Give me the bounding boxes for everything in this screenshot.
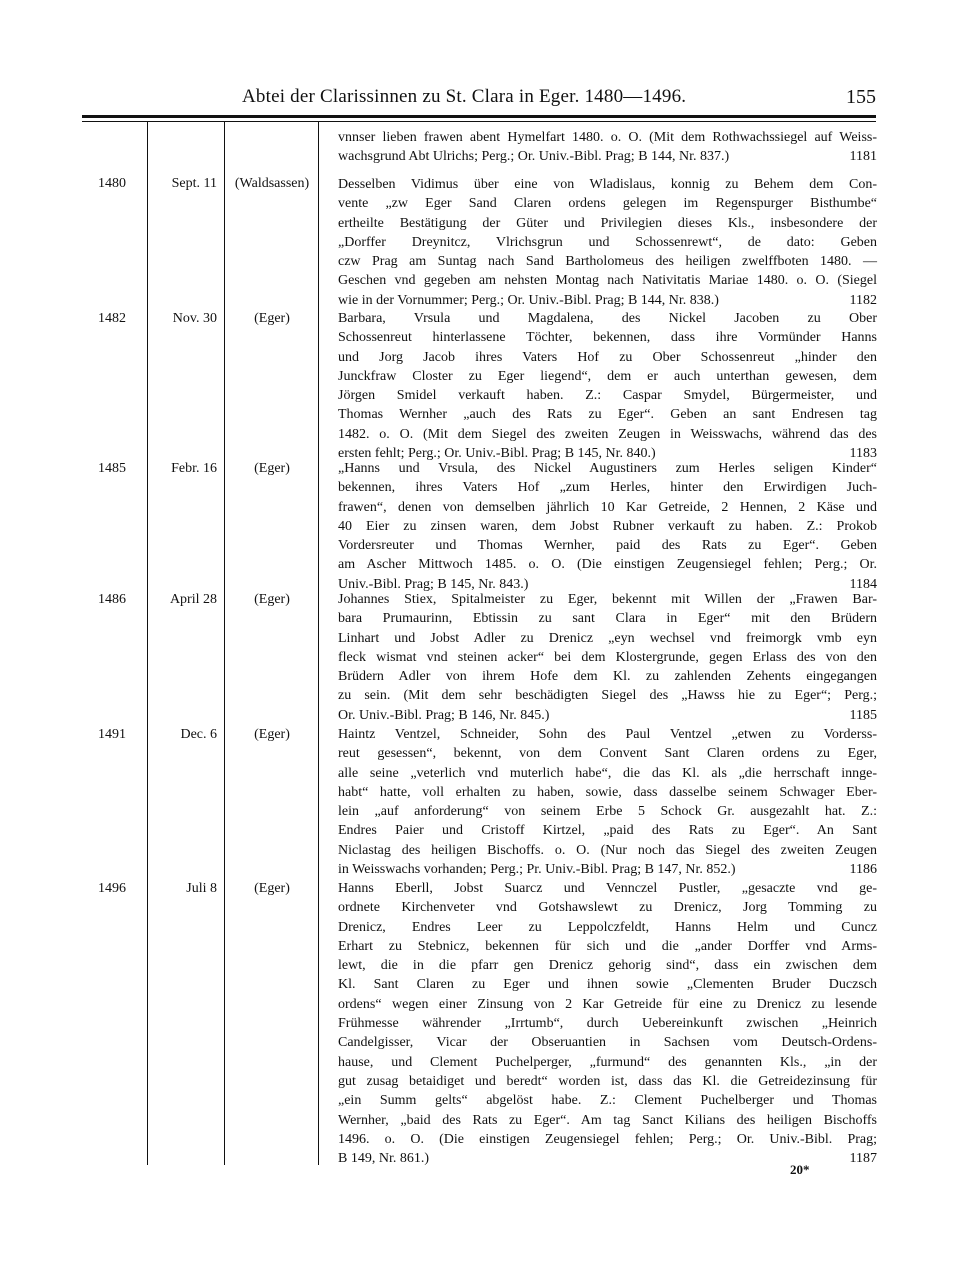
text-line: Desselben Vidimus über eine von Wladislaus, konnig zu Behem dem Con- bbox=[338, 177, 877, 192]
text-line: Haintz Ventzel, Schneider, Sohn des Paul Ventzel „etwen zu Vorderss- bbox=[338, 727, 877, 742]
entry-year: 1486 bbox=[98, 592, 126, 607]
entry-text bbox=[338, 459, 877, 594]
text-line: „Dorffer Dreynitcz, Vlrichsgrun und Schossenrewt“, de dato: Geben bbox=[338, 234, 877, 250]
header-rule-thick bbox=[82, 115, 876, 118]
entry-place: (Eger) bbox=[254, 727, 290, 742]
text-line: Frühmesse währender „Irrtumb“, durch Uebereinkunft zwischen „Heinrich bbox=[338, 1016, 877, 1032]
regest-number: 1183 bbox=[849, 446, 877, 462]
entry-text bbox=[338, 175, 877, 310]
text-line: ordens“ wegen einer Zinsung von 2 Kar Getreide für eine zu Drenicz zu lesende bbox=[338, 996, 877, 1012]
entry-date: Febr. 16 bbox=[171, 461, 217, 476]
text-line: Brüdern Adler von ihrem Hofe dem Kl. zu zahlenden Zehents eingegangen bbox=[338, 669, 877, 685]
page-number: 155 bbox=[846, 86, 876, 108]
signature-mark: 20* bbox=[790, 1162, 810, 1177]
regest-number: 1182 bbox=[849, 292, 877, 308]
text-line: vente „zw Eger Sand Claren ordens gelegen im Regenspurger Bisthumbe“ bbox=[338, 196, 877, 212]
column-divider-year bbox=[147, 122, 148, 1165]
text-line: B 149, Nr. 861.) 1187 bbox=[338, 1149, 877, 1168]
entry-year: 1491 bbox=[98, 727, 126, 742]
text-line: Candelgisser, Vicar der Obseruantien in Sachsen vom Deutsch-Ordens- bbox=[338, 1035, 877, 1051]
header-rule-thin bbox=[82, 121, 876, 122]
text-line: habt“ hatte, voll erhalten zu haben, sowie, dass dasselbe seinem Schwager Eber- bbox=[338, 784, 877, 800]
text-line: Thomas Wernher „auch des Rats zu Eger“. Geben an sant Endresen tag bbox=[338, 407, 877, 423]
text-line: bara Prumaurinn, Ebtissin zu sant Clara in Eger“ mit den Brüdern bbox=[338, 611, 877, 627]
text-line: lewt, die in die pfarr gen Drenicz gehorig sind“, dass ein zwischen dem bbox=[338, 958, 877, 974]
text-line: und Jorg Jacob ihres Vaters Hof zu Ober Schossenreut „hinder den bbox=[338, 349, 877, 365]
entry-text bbox=[338, 309, 877, 463]
regest-number: 1186 bbox=[849, 862, 877, 878]
entry-text bbox=[338, 879, 877, 1168]
entry-place: (Eger) bbox=[254, 592, 290, 607]
text-line: Drenicz, Endres Leer zu Leppolczfeldt, Hanns Helm und Cuncz bbox=[338, 919, 877, 935]
text-line: gut zusag betaidiget und beredt“ worden ist, dass das Kl. die Getreidezinsung für bbox=[338, 1073, 877, 1089]
text-line: Linhart und Jobst Adler zu Drenicz „eyn wechsel vnd freimorgk vmb eyn bbox=[338, 630, 877, 646]
entry-year: 1482 bbox=[98, 311, 126, 326]
entry-date: Sept. 11 bbox=[171, 176, 217, 191]
column-divider-place bbox=[318, 122, 319, 1165]
text-line: Niclastag des heiligen Bischoffs. o. O. (Nur noch das Siegel des zweiten Zeugen bbox=[338, 842, 877, 858]
entry-year: 1480 bbox=[98, 176, 126, 191]
text-line: Barbara, Vrsula und Magdalena, des Nickel Jacoben zu Ober bbox=[338, 311, 877, 326]
entry-year: 1496 bbox=[98, 881, 126, 896]
text-line: ordnete Kirchenveter vnd Gotshawslewt zu Drenicz, Jorg Tomming zu bbox=[338, 900, 877, 916]
entry-place: (Eger) bbox=[254, 881, 290, 896]
text-line: Schossenreut hinterlassene Töchter, bekennen, dass ihre Vormünder Hanns bbox=[338, 330, 877, 346]
text-line: Vordersreuter und Thomas Wernher, paid des Rats zu Eger“. Geben bbox=[338, 538, 877, 554]
text-line: Kl. Sant Claren zu Eger und ihnen sowie „Clementen Bruder Duczsch bbox=[338, 977, 877, 993]
text-line: Wernher, „baid des Rats zu Eger“. Am tag Sanct Kilians des heiligen Bischoffs bbox=[338, 1112, 877, 1128]
text-line: zu sein. (Mit dem sehr beschädigten Siegel des „Hawss hie zu Eger“; Perg.; bbox=[338, 688, 877, 704]
running-title: Abtei der Clarissinnen zu St. Clara in Eger. 1480—1496. bbox=[242, 86, 687, 107]
regest-number: 1184 bbox=[849, 576, 877, 592]
entry-text bbox=[338, 590, 877, 725]
text-line: ersten fehlt; Perg.; Or. Univ.-Bibl. Prag; B 145, Nr. 840.) 1183 bbox=[338, 444, 877, 463]
text-line: 1482. o. O. (Mit dem Siegel des zweiten Zeugen in Weisswachs, während das des bbox=[338, 426, 877, 442]
text-line: wie in der Vornummer; Perg.; Or. Univ.-Bibl. Prag; B 144, Nr. 838.) 1182 bbox=[338, 291, 877, 310]
text-line: Hanns Eberll, Jobst Suarcz und Vennczel Pustler, „gesaczte vnd ge- bbox=[338, 881, 877, 896]
text-line: Or. Univ.-Bibl. Prag; B 146, Nr. 845.) 1185 bbox=[338, 706, 877, 725]
entry-year: 1485 bbox=[98, 461, 126, 476]
page-header bbox=[82, 86, 876, 114]
text-line: Endres Paier und Cristoff Kirtzel, „paid des Rats zu Eger“. An Sant bbox=[338, 823, 877, 839]
column-divider-date bbox=[224, 122, 225, 1165]
text-line: Jörgen Smidel verkauft haben. Z.: Caspar Smydel, Bürgermeister, und bbox=[338, 388, 877, 404]
continuation-text bbox=[338, 128, 877, 167]
entry-place: (Eger) bbox=[254, 311, 290, 326]
text-line: am Ascher Mittwoch 1485. o. O. (Die einstigen Zeugensiegel fehlen; Perg.; Or. bbox=[338, 557, 877, 573]
text-line: wachsgrund Abt Ulrichs; Perg.; Or. Univ.-Bibl. Prag; B 144, Nr. 837.) 1181 bbox=[338, 147, 877, 166]
text-line: 1496. o. O. (Die einstigen Zeugensiegel fehlen; Perg.; Or. Univ.-Bibl. Prag; bbox=[338, 1131, 877, 1147]
text-line: ertheilte Bestätigung der Güter und Privilegien dieses Kls., insbesondere der bbox=[338, 215, 877, 231]
regest-number: 1185 bbox=[849, 707, 877, 723]
text-line: bekennen, ihres Vaters Hof „zum Herles, hinter den Erwirdigen Juch- bbox=[338, 480, 877, 496]
entry-date: Nov. 30 bbox=[172, 311, 217, 326]
text-line: Geschen vnd gegeben am nehsten Montag nach Nativitatis Mariae 1480. o. O. (Siegel bbox=[338, 273, 877, 289]
text-line: lein „auf anforderung“ von seinem Erbe 5 Schock Gr. ausgezahlt hat. Z.: bbox=[338, 804, 877, 820]
text-line: Univ.-Bibl. Prag; B 145, Nr. 843.) 1184 bbox=[338, 575, 877, 594]
regest-number: 1187 bbox=[849, 1151, 877, 1167]
text-line: in Weisswachs vorhanden; Perg.; Pr. Univ.-Bibl. Prag; B 147, Nr. 852.) 1186 bbox=[338, 860, 877, 879]
entry-date: Juli 8 bbox=[186, 881, 217, 896]
text-line: Junckfraw Closter zu Eger liegend“, dem er auch unterthan gewesen, dem bbox=[338, 368, 877, 384]
text-line: frawen“, denen von demselben jährlich 10 Kar Getreide, 2 Hennen, 2 Käse und bbox=[338, 499, 877, 515]
regest-number: 1181 bbox=[849, 149, 877, 165]
text-line: „Hanns und Vrsula, des Nickel Augustiners zum Herles seligen Kinder“ bbox=[338, 461, 877, 476]
entry-place: (Eger) bbox=[254, 461, 290, 476]
text-line: reut gesessen“, bekennt, von dem Convent Sant Claren ordens zu Eger, bbox=[338, 746, 877, 762]
entry-date: April 28 bbox=[169, 592, 217, 607]
text-line: alle seine „veterlich vnd muterlich habe“, die das Kl. als „die herrschaft innge- bbox=[338, 765, 877, 781]
text-line: hause, und Clement Puchelperger, „furmund“ des genannten Kls., „in der bbox=[338, 1054, 877, 1070]
text-line: „ein Summ gelts“ abgelöst habe. Z.: Clement Puchelberger und Thomas bbox=[338, 1093, 877, 1109]
text-line: Erhart zu Stebnicz, bekennen für sich und die „ander Dorffer vnd Arms- bbox=[338, 938, 877, 954]
entry-text bbox=[338, 725, 877, 879]
text-line: fleck wismat vnd steinen acker“ bei dem Klostergrunde, gegen Erlass des von den bbox=[338, 649, 877, 665]
text-line: 40 Eier zu zinsen waren, dem Jobst Rubner verkauft zu haben. Z.: Prokob bbox=[338, 518, 877, 534]
entry-place: (Waldsassen) bbox=[234, 176, 310, 191]
text-line: czw Prag am Suntag nach Sand Bartholomeus des heiligen zwelffboten 1480. — bbox=[338, 254, 877, 270]
entry-date: Dec. 6 bbox=[180, 727, 217, 742]
text-line: Johannes Stiex, Spitalmeister zu Eger, bekennt mit Willen der „Frawen Bar- bbox=[338, 592, 877, 607]
text-line: vnnser lieben frawen abent Hymelfart 1480. o. O. (Mit dem Rothwachssiegel auf Weiss- bbox=[338, 130, 877, 145]
